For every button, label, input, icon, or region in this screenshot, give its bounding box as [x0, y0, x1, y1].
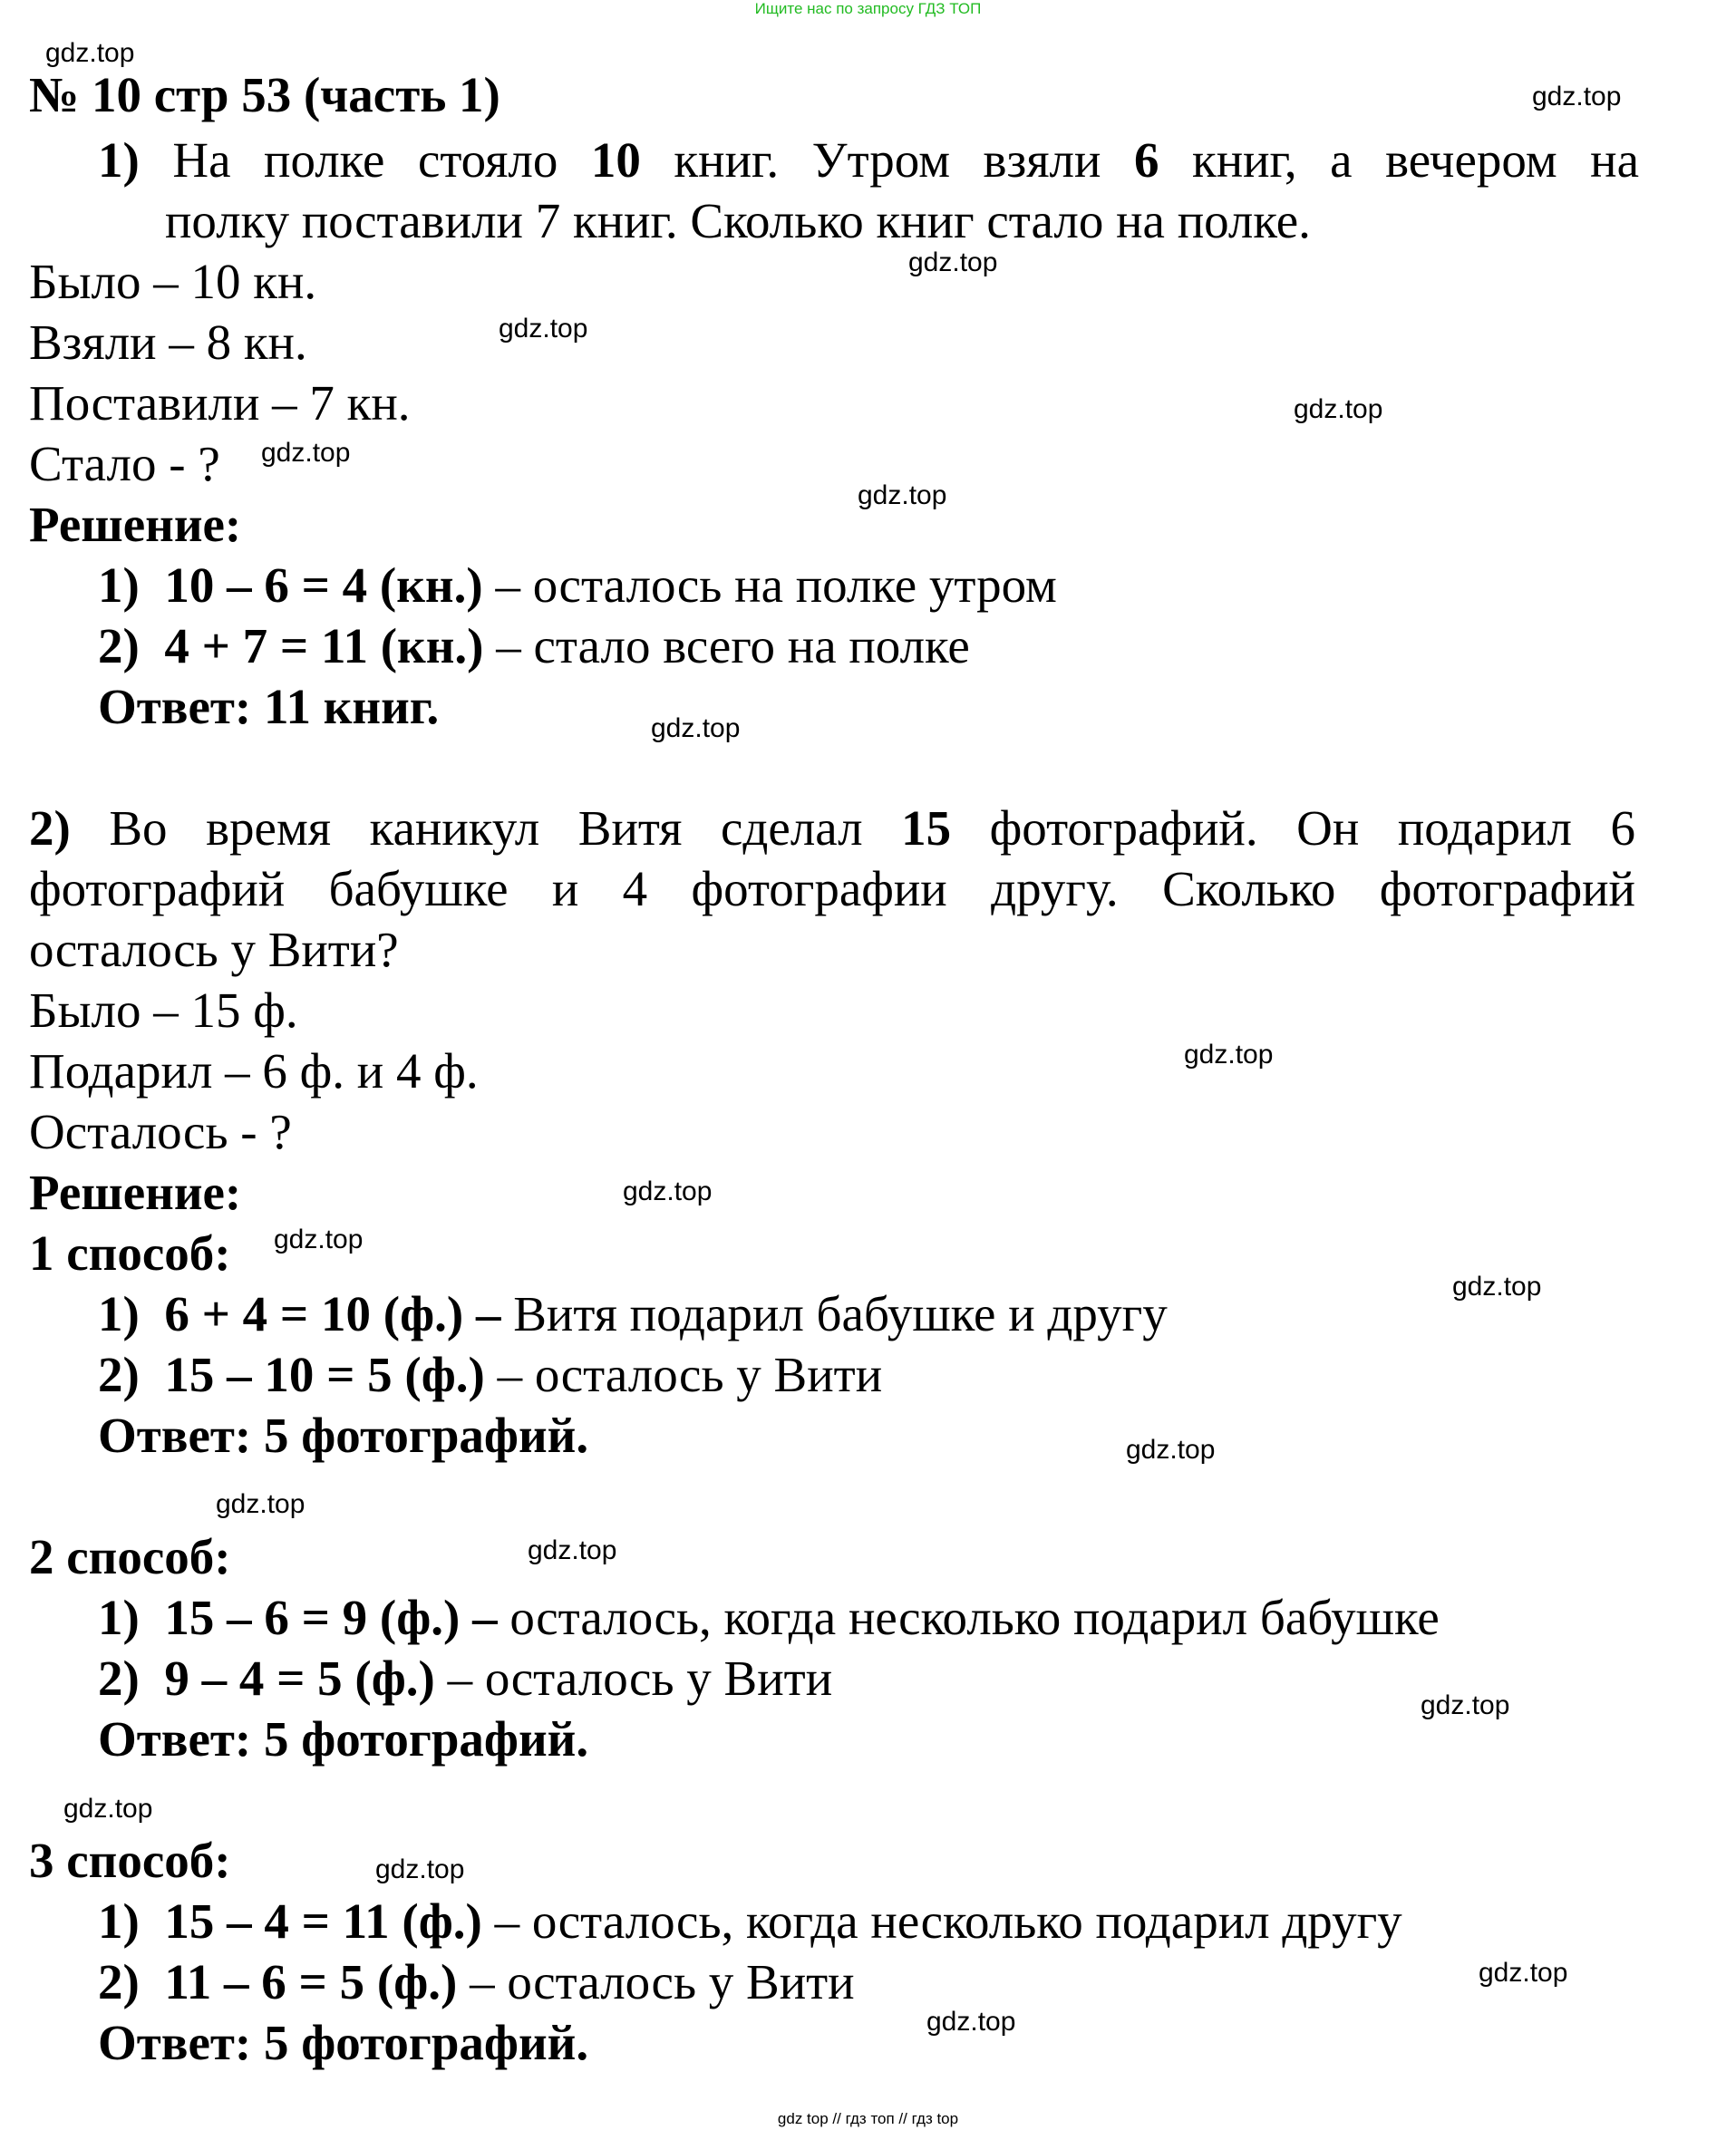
problem2-text-line2: фотографий бабушке и 4 фотографии другу. Сколько фотографий: [29, 861, 1635, 916]
method1-answer: Ответ: 5 фотографий.: [98, 1408, 589, 1463]
watermark: gdz.top: [375, 1854, 465, 1884]
watermark: gdz.top: [651, 713, 741, 743]
watermark: gdz.top: [623, 1176, 713, 1206]
problem1-given-was: Было – 10 кн.: [29, 254, 317, 309]
watermark: gdz.top: [1532, 82, 1622, 111]
method3-label: 3 способ:: [29, 1833, 231, 1888]
method1-step1: 1) 6 + 4 = 10 (ф.) – Витя подарил бабушке и другу: [98, 1286, 1168, 1341]
problem2-text-line1: 2) Во время каникул Витя сделал 15 фотографий. Он подарил 6: [29, 800, 1635, 856]
watermark: gdz.top: [261, 438, 351, 468]
problem1-text-line2: полку поставили 7 книг. Сколько книг стало на полке.: [165, 193, 1311, 248]
watermark: gdz.top: [528, 1535, 617, 1565]
footer-links[interactable]: gdz top // гдз топ // гдз top: [777, 2110, 959, 2127]
watermark: gdz.top: [45, 38, 135, 68]
method2-label: 2 способ:: [29, 1529, 231, 1584]
problem1-step1: 1) 10 – 6 = 4 (кн.) – осталось на полке утром: [98, 557, 1057, 613]
problem1-answer: Ответ: 11 книг.: [98, 679, 440, 734]
page-title: № 10 стр 53 (часть 1): [29, 67, 500, 122]
problem1-step2: 2) 4 + 7 = 11 (кн.) – стало всего на полке: [98, 618, 970, 673]
method1-step2: 2) 15 – 10 = 5 (ф.) – осталось у Вити: [98, 1347, 883, 1402]
watermark: gdz.top: [1126, 1435, 1216, 1465]
problem1-given-became: Стало - ?: [29, 436, 220, 491]
watermark: gdz.top: [858, 480, 947, 510]
method2-step2: 2) 9 – 4 = 5 (ф.) – осталось у Вити: [98, 1651, 833, 1706]
watermark: gdz.top: [1452, 1272, 1542, 1302]
watermark: gdz.top: [274, 1225, 364, 1254]
problem2-given-gave: Подарил – 6 ф. и 4 ф.: [29, 1043, 479, 1099]
problem2-given-left: Осталось - ?: [29, 1104, 292, 1159]
watermark: gdz.top: [216, 1489, 305, 1519]
problem1-given-taken: Взяли – 8 кн.: [29, 315, 307, 370]
problem2-given-was: Было – 15 ф.: [29, 983, 298, 1038]
problem1-solution-label: Решение:: [29, 497, 242, 552]
problem1-number: 1): [98, 132, 140, 188]
method2-answer: Ответ: 5 фотографий.: [98, 1711, 589, 1767]
problem2-solution-label: Решение:: [29, 1165, 242, 1220]
top-search-note[interactable]: Ищите нас по запросу ГДЗ ТОП: [754, 0, 982, 17]
watermark: gdz.top: [1294, 394, 1383, 424]
watermark: gdz.top: [1184, 1040, 1274, 1070]
method3-step1: 1) 15 – 4 = 11 (ф.) – осталось, когда несколько подарил другу: [98, 1893, 1402, 1949]
method1-label: 1 способ:: [29, 1225, 231, 1281]
watermark: gdz.top: [1479, 1958, 1568, 1988]
watermark: gdz.top: [499, 314, 588, 344]
method2-step1: 1) 15 – 6 = 9 (ф.) – осталось, когда несколько подарил бабушке: [98, 1590, 1440, 1645]
method3-step2: 2) 11 – 6 = 5 (ф.) – осталось у Вити: [98, 1954, 855, 2009]
problem2-number: 2): [29, 800, 71, 856]
watermark: gdz.top: [1421, 1690, 1510, 1720]
problem1-text-line1: 1) На полке стояло 10 книг. Утром взяли 6 книг, а вечером на: [98, 132, 1640, 188]
method3-answer: Ответ: 5 фотографий.: [98, 2015, 589, 2070]
watermark: gdz.top: [63, 1794, 153, 1824]
watermark: gdz.top: [926, 2007, 1016, 2037]
problem1-given-put: Поставили – 7 кн.: [29, 375, 411, 431]
problem2-text-line3: осталось у Вити?: [29, 922, 399, 977]
watermark: gdz.top: [908, 247, 998, 277]
